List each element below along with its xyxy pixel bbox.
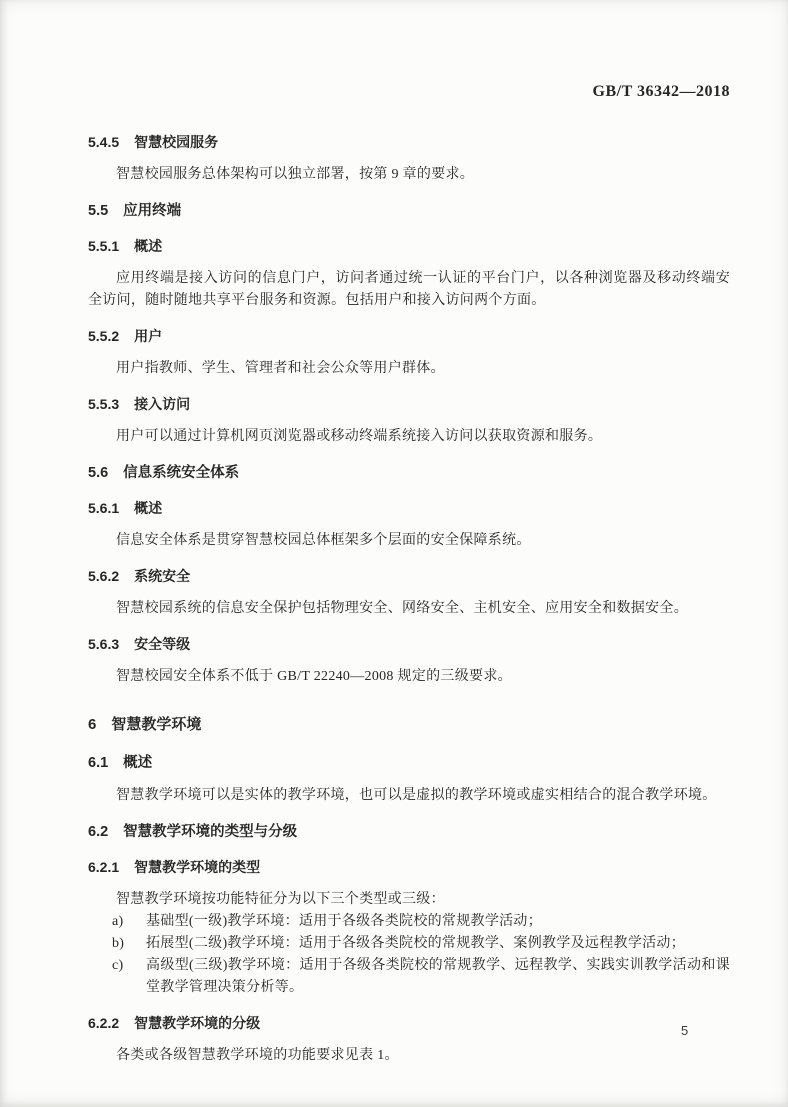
paragraph — [88, 164, 730, 186]
list-item-text: 高级型(三级)教学环境：适用于各级各类院校的常规教学、远程教学、实践实训教学活动和课堂教学管理决策分析等。 — [146, 958, 730, 995]
heading-title: 应用终端 — [123, 203, 182, 219]
heading-number: 6.2 — [88, 824, 109, 840]
heading-number: 5.5.2 — [88, 328, 120, 344]
heading-number: 5.5 — [88, 203, 109, 219]
paragraph — [88, 1045, 730, 1067]
list-item-label: a) — [112, 914, 124, 929]
paragraph-text: 智慧校园系统的信息安全保护包括物理安全、网络安全、主机安全、应用安全和数据安全。 — [116, 601, 688, 616]
heading-title: 概述 — [134, 500, 163, 516]
heading-number: 6.2.2 — [88, 1015, 120, 1031]
paragraph — [88, 426, 730, 448]
section-heading — [88, 752, 730, 774]
paragraph-text: 用户可以通过计算机网页浏览器或移动终端系统接入访问以获取资源和服务。 — [116, 429, 603, 444]
paragraph — [88, 268, 730, 312]
section-heading — [88, 856, 730, 878]
paragraph-text: 智慧校园安全体系不低于 GB/T 22240—2008 规定的三级要求。 — [116, 669, 512, 684]
list-item-text: 拓展型(二级)教学环境：适用于各级各类院校的常规教学、案例教学及远程教学活动； — [146, 936, 686, 951]
paragraph-text: 智慧校园服务总体架构可以独立部署，按第 9 章的要求。 — [116, 167, 475, 182]
paragraph-text: 信息安全体系是贯穿智慧校园总体框架多个层面的安全保障系统。 — [116, 533, 531, 548]
paragraph-text: 用户指教师、学生、管理者和社会公众等用户群体。 — [116, 361, 445, 376]
heading-number: 6.2.1 — [88, 859, 120, 875]
paragraph-text: 智慧教学环境可以是实体的教学环境，也可以是虚拟的教学环境或虚实相结合的混合教学环境。 — [116, 788, 717, 803]
paragraph — [88, 358, 730, 380]
paragraph — [88, 666, 730, 688]
paragraph — [88, 530, 730, 552]
heading-title: 智慧教学环境 — [111, 716, 202, 733]
list-item-text: 基础型(一级)教学环境：适用于各级各类院校的常规教学活动； — [146, 914, 543, 929]
section-heading — [88, 462, 730, 484]
heading-number: 5.5.1 — [88, 238, 120, 254]
heading-number: 5.6.3 — [88, 636, 120, 652]
heading-number: 5.6 — [88, 465, 109, 481]
section-heading — [88, 200, 730, 222]
page-number: 5 — [681, 1023, 689, 1038]
list-item-label: c) — [112, 958, 124, 973]
section-heading — [88, 714, 730, 736]
heading-title: 智慧教学环境的类型 — [134, 859, 261, 875]
heading-title: 用户 — [134, 328, 163, 344]
heading-title: 概述 — [123, 755, 153, 771]
list-item — [112, 955, 730, 999]
heading-number: 5.6.1 — [88, 500, 120, 516]
list-item — [112, 933, 730, 955]
heading-title: 概述 — [134, 238, 163, 254]
heading-title: 系统安全 — [134, 568, 191, 584]
paragraph-text: 应用终端是接入访问的信息门户，访问者通过统一认证的平台门户，以各种浏览器及移动终端安全访问，随时随地共享平台服务和资源。包括用户和接入访问两个方面。 — [88, 271, 730, 308]
heading-number: 6.1 — [88, 755, 109, 771]
heading-number: 5.6.2 — [88, 568, 120, 584]
section-heading — [88, 821, 730, 843]
heading-title: 接入访问 — [134, 396, 191, 412]
section-heading — [88, 497, 730, 519]
heading-number: 5.5.3 — [88, 396, 120, 412]
heading-title: 智慧校园服务 — [134, 134, 219, 150]
document-content — [88, 118, 730, 1067]
section-heading — [88, 565, 730, 587]
paragraph — [88, 598, 730, 620]
section-heading — [88, 325, 730, 347]
section-heading — [88, 1012, 730, 1034]
paragraph-text: 智慧教学环境按功能特征分为以下三个类型或三级： — [116, 892, 445, 907]
list-item — [112, 911, 730, 933]
paragraph-text: 各类或各级智慧教学环境的功能要求见表 1。 — [116, 1048, 399, 1063]
heading-title: 信息系统安全体系 — [123, 465, 240, 481]
section-heading — [88, 131, 730, 153]
paragraph — [88, 785, 730, 807]
section-heading — [88, 633, 730, 655]
standard-number: GB/T 36342—2018 — [592, 83, 730, 100]
heading-title: 安全等级 — [134, 636, 191, 652]
section-heading — [88, 235, 730, 257]
heading-number: 5.4.5 — [88, 134, 120, 150]
heading-number: 6 — [88, 716, 97, 733]
list-item-label: b) — [112, 936, 125, 951]
heading-title: 智慧教学环境的分级 — [134, 1015, 261, 1031]
paragraph — [88, 889, 730, 911]
heading-title: 智慧教学环境的类型与分级 — [123, 824, 298, 840]
section-heading — [88, 393, 730, 415]
